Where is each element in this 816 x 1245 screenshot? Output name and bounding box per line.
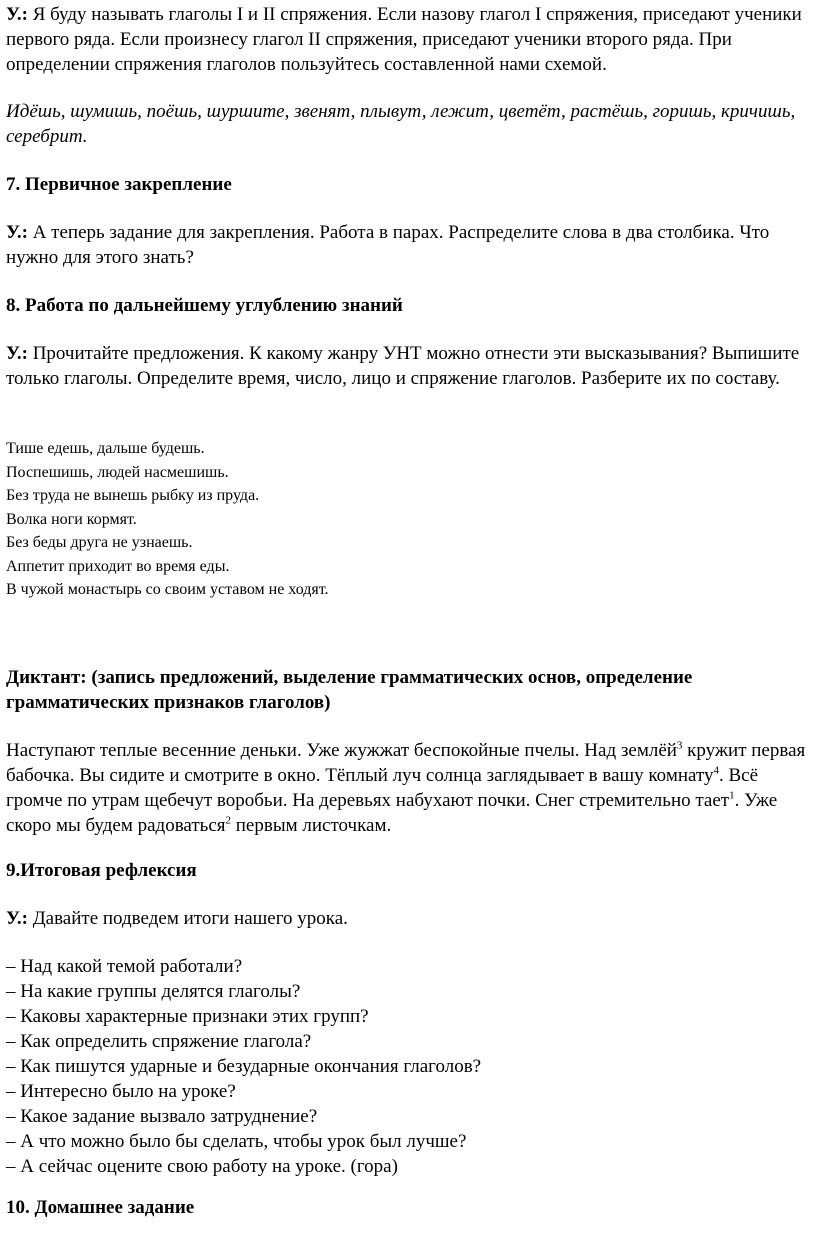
teacher-label: У.: — [6, 343, 28, 364]
section9-paragraph — [6, 906, 806, 931]
question-item: – Как пишутся ударные и безударные окончания глаголов? — [6, 1056, 482, 1077]
proverb-item: Без труда не вынешь рыбку из пруда. — [6, 487, 260, 504]
section7-paragraph — [6, 220, 806, 270]
proverbs-list — [6, 437, 806, 602]
intro-text: Я буду называть глаголы I и II спряжения. Если назову глагол I спряжения, приседают ученики первого ряда. Если произнесу глагол II спряжения, приседают ученики второго ряда. При определении спряжения глаголов пользуйтесь составленной нами схемой. — [6, 4, 802, 75]
proverb-item: Тише едешь, дальше будешь. — [6, 440, 205, 457]
footnote-marker: 2 — [225, 814, 232, 827]
section8-text: Прочитайте предложения. К какому жанру УНТ можно отнести эти высказывания? Выпишите только глаголы. Определите время, число, лицо и спряжение глаголов. Разберите их по составу. — [6, 343, 800, 389]
reflection-questions — [6, 954, 806, 1179]
dictation-part: кружит первая бабочка. Вы сидите и смотрите в окно. Тёплый луч солнца заглядывает в вашу комнату — [6, 740, 806, 786]
proverb-item: Без беды друга не узнаешь. — [6, 534, 193, 551]
question-item: – Интересно было на уроке? — [6, 1081, 236, 1102]
dictation-part: первым листочкам. — [231, 815, 392, 836]
question-item: – Над какой темой работали? — [6, 956, 243, 977]
footnote-marker: 4 — [713, 764, 719, 777]
dictation-part: . Уже скоро мы будем радоваться — [6, 790, 778, 836]
question-item: – На какие группы делятся глаголы? — [6, 981, 301, 1002]
proverb-item: Аппетит приходит во время еды. — [6, 557, 230, 575]
intro-paragraph — [6, 2, 806, 77]
section10-heading: 10. Домашнее задание — [6, 1197, 195, 1218]
section8-paragraph — [6, 341, 806, 391]
teacher-label: У.: — [6, 222, 28, 243]
proverb-item: Поспешишь, людей насмешишь. — [6, 463, 229, 481]
question-item: – Как определить спряжение глагола? — [6, 1031, 312, 1052]
proverb-item: Волка ноги кормят. — [6, 510, 137, 528]
footnote-marker: 3 — [676, 739, 683, 752]
dictation-heading: Диктант: (запись предложений, выделение грамматических основ, определение грамматических признаков глаголов) — [6, 667, 693, 713]
section7-heading: 7. Первичное закрепление — [6, 174, 232, 195]
question-item: – А сейчас оцените свою работу на уроке. (гора) — [6, 1156, 398, 1177]
section9-heading: 9.Итоговая рефлексия — [6, 860, 197, 881]
section8-heading: 8. Работа по дальнейшему углублению знаний — [6, 295, 403, 316]
question-item: – Каковы характерные признаки этих групп? — [6, 1006, 369, 1027]
proverb-item: В чужой монастырь со своим уставом не ходят. — [6, 581, 329, 598]
question-item: – Какое задание вызвало затруднение? — [6, 1106, 318, 1127]
dictation-part: Наступают теплые весенние деньки. Уже жужжат беспокойные пчелы. Над землёй — [6, 740, 677, 761]
dictation-part: . Всё громче по утрам щебечут воробьи. На деревьях набухают почки. Снег стремительно тает — [6, 765, 759, 811]
teacher-label: У.: — [6, 4, 28, 25]
section9-text: Давайте подведем итоги нашего урока. — [32, 908, 348, 929]
footnote-marker: 1 — [729, 789, 735, 802]
question-item: – А что можно было бы сделать, чтобы урок был лучше? — [6, 1131, 467, 1152]
section7-text: А теперь задание для закрепления. Работа в парах. Распределите слова в два столбика. Что нужно для этого знать? — [6, 222, 770, 268]
teacher-label: У.: — [6, 908, 28, 929]
verbs-list: Идёшь, шумишь, поёшь, шуршите, звенят, плывут, лежит, цветёт, растёшь, горишь, кричишь, серебрит. — [6, 101, 796, 147]
dictation-text — [6, 738, 806, 838]
